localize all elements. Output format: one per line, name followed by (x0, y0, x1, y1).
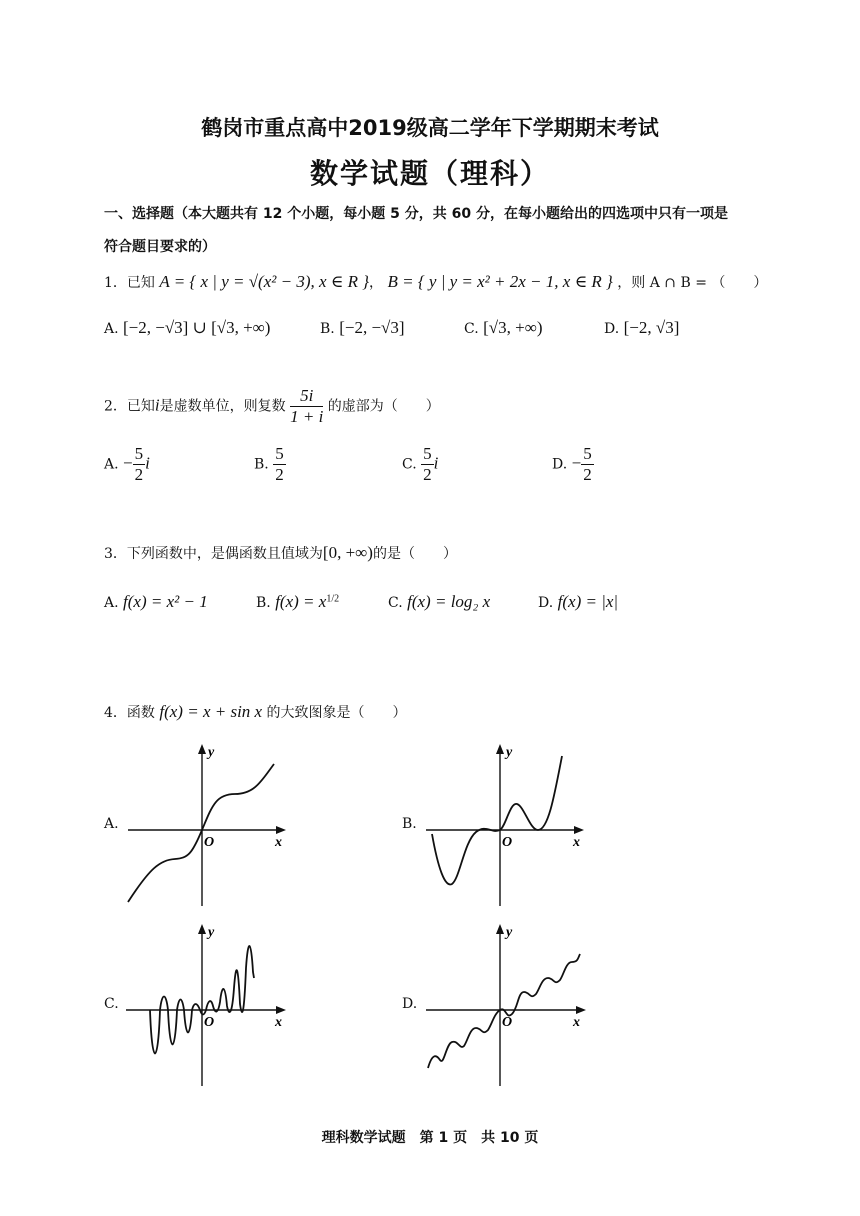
q2-option-a: A. − $\frac{5}{2}$ i (104, 444, 150, 484)
page-footer: 理科数学试题 第 1 页 共 10 页 (321, 1130, 539, 1146)
exam-title: 鹤岗市重点高中2019级高二学年下学期期末考试 (201, 116, 659, 140)
q2-option-c: C. $\frac{5}{2}$ i (402, 444, 439, 484)
svg-text:x: x (275, 835, 282, 850)
q1-option-b: B. [−2, −√3] (320, 318, 405, 337)
x-arrow-icon (276, 1006, 286, 1014)
svg-text:O: O (204, 1015, 215, 1030)
q4-prefix: 4．函数 (104, 705, 155, 721)
q1-option-d-text: [−2, √3] (623, 318, 680, 337)
q4-graph-a (120, 738, 292, 908)
question-1: 1．已知 A = { x | y = √(x² − 3), x ∈ R }， B = { y | y = x² + 2x − 1, x ∈ R } ，则 A ∩ B = （ ） (104, 272, 768, 291)
question-4 (104, 702, 407, 722)
question-3 (104, 543, 457, 563)
q4-suffix: 的大致图象是（ ） (266, 705, 407, 721)
q2-option-b: B. $\frac{5}{2}$ (254, 444, 284, 484)
q1-set-b: B = { y | y = x² + 2x − 1, x ∈ R } (387, 272, 613, 291)
q3-range: [0, +∞) (322, 543, 373, 562)
q3-option-a: A. f(x) = x² − 1 (104, 592, 208, 611)
q2-option-d: D. − $\frac{5}{2}$ (552, 444, 592, 484)
svg-text:O: O (204, 835, 215, 850)
q3-option-c: C. f(x) = log₂ x (388, 592, 491, 611)
y-arrow-icon (496, 744, 504, 754)
curve (432, 756, 562, 885)
q4-graph-b-label: B. (402, 816, 417, 832)
q4-graph-d (420, 918, 592, 1088)
q1-option-c: C. [√3, +∞) (464, 318, 543, 337)
q1-option-a: A. [−2, −√3] ∪ [√3, +∞) (104, 318, 271, 337)
svg-text:O: O (502, 835, 513, 850)
section-heading: 一、选择题（本大题共有 12 个小题，每小题 5 分，共 60 分，在每小题给出的四选项中只有一项是 (104, 206, 728, 222)
q1-prefix: 1．已知 (104, 275, 155, 291)
x-arrow-icon (276, 826, 286, 834)
q3-option-d: D. f(x) = |x| (538, 592, 619, 611)
svg-text:y: y (506, 745, 513, 760)
q4-graph-a-label: A. (104, 816, 119, 832)
svg-text:x: x (573, 835, 580, 850)
q1-option-c-text: [√3, +∞) (483, 318, 543, 337)
svg-text:y: y (208, 745, 215, 760)
exam-subtitle: 数学试题（理科） (309, 157, 550, 190)
q1-option-a-text: [−2, −√3] ∪ [√3, +∞) (123, 318, 271, 337)
q4-func: f(x) = x + sin x (159, 702, 263, 721)
svg-text:x: x (573, 1015, 580, 1030)
y-arrow-icon (198, 924, 206, 934)
q4-graph-c (120, 918, 292, 1088)
section-heading-cont: 符合题目要求的） (104, 239, 216, 255)
q3-option-b: B. $f(x) = x^{1/2}$ (256, 592, 340, 611)
q1-option-b-text: [−2, −√3] (339, 318, 405, 337)
q4-graph-c-label: C. (104, 996, 119, 1012)
q4-graph-b (420, 738, 592, 908)
q2-fraction: $\frac{5i}{1 + i}$ (290, 386, 324, 426)
y-arrow-icon (198, 744, 206, 754)
q2-var: i (154, 395, 160, 415)
question-2 (104, 386, 440, 427)
x-arrow-icon (574, 826, 584, 834)
q2-prefix: 2．已知 (104, 398, 155, 415)
q2-suffix: 的虚部为（ ） (327, 398, 440, 415)
q1-option-d: D. [−2, √3] (604, 318, 680, 337)
q1-ask: ，则 A ∩ B = （ ） (617, 275, 768, 291)
svg-text:O: O (502, 1015, 513, 1030)
y-arrow-icon (496, 924, 504, 934)
curve (128, 764, 274, 902)
svg-text:y: y (506, 925, 513, 940)
svg-text:x: x (275, 1015, 282, 1030)
q2-mid: 是虚数单位，则复数 (159, 398, 286, 415)
svg-text:y: y (208, 925, 215, 940)
q4-graph-d-label: D. (402, 996, 418, 1012)
x-arrow-icon (576, 1006, 586, 1014)
q3-suffix: 的是（ ） (372, 546, 457, 562)
q1-set-a: A = { x | y = √(x² − 3), x ∈ R } (159, 272, 370, 291)
q3-prefix: 3．下列函数中，是偶函数且值域为 (104, 546, 323, 562)
curve (428, 954, 580, 1068)
